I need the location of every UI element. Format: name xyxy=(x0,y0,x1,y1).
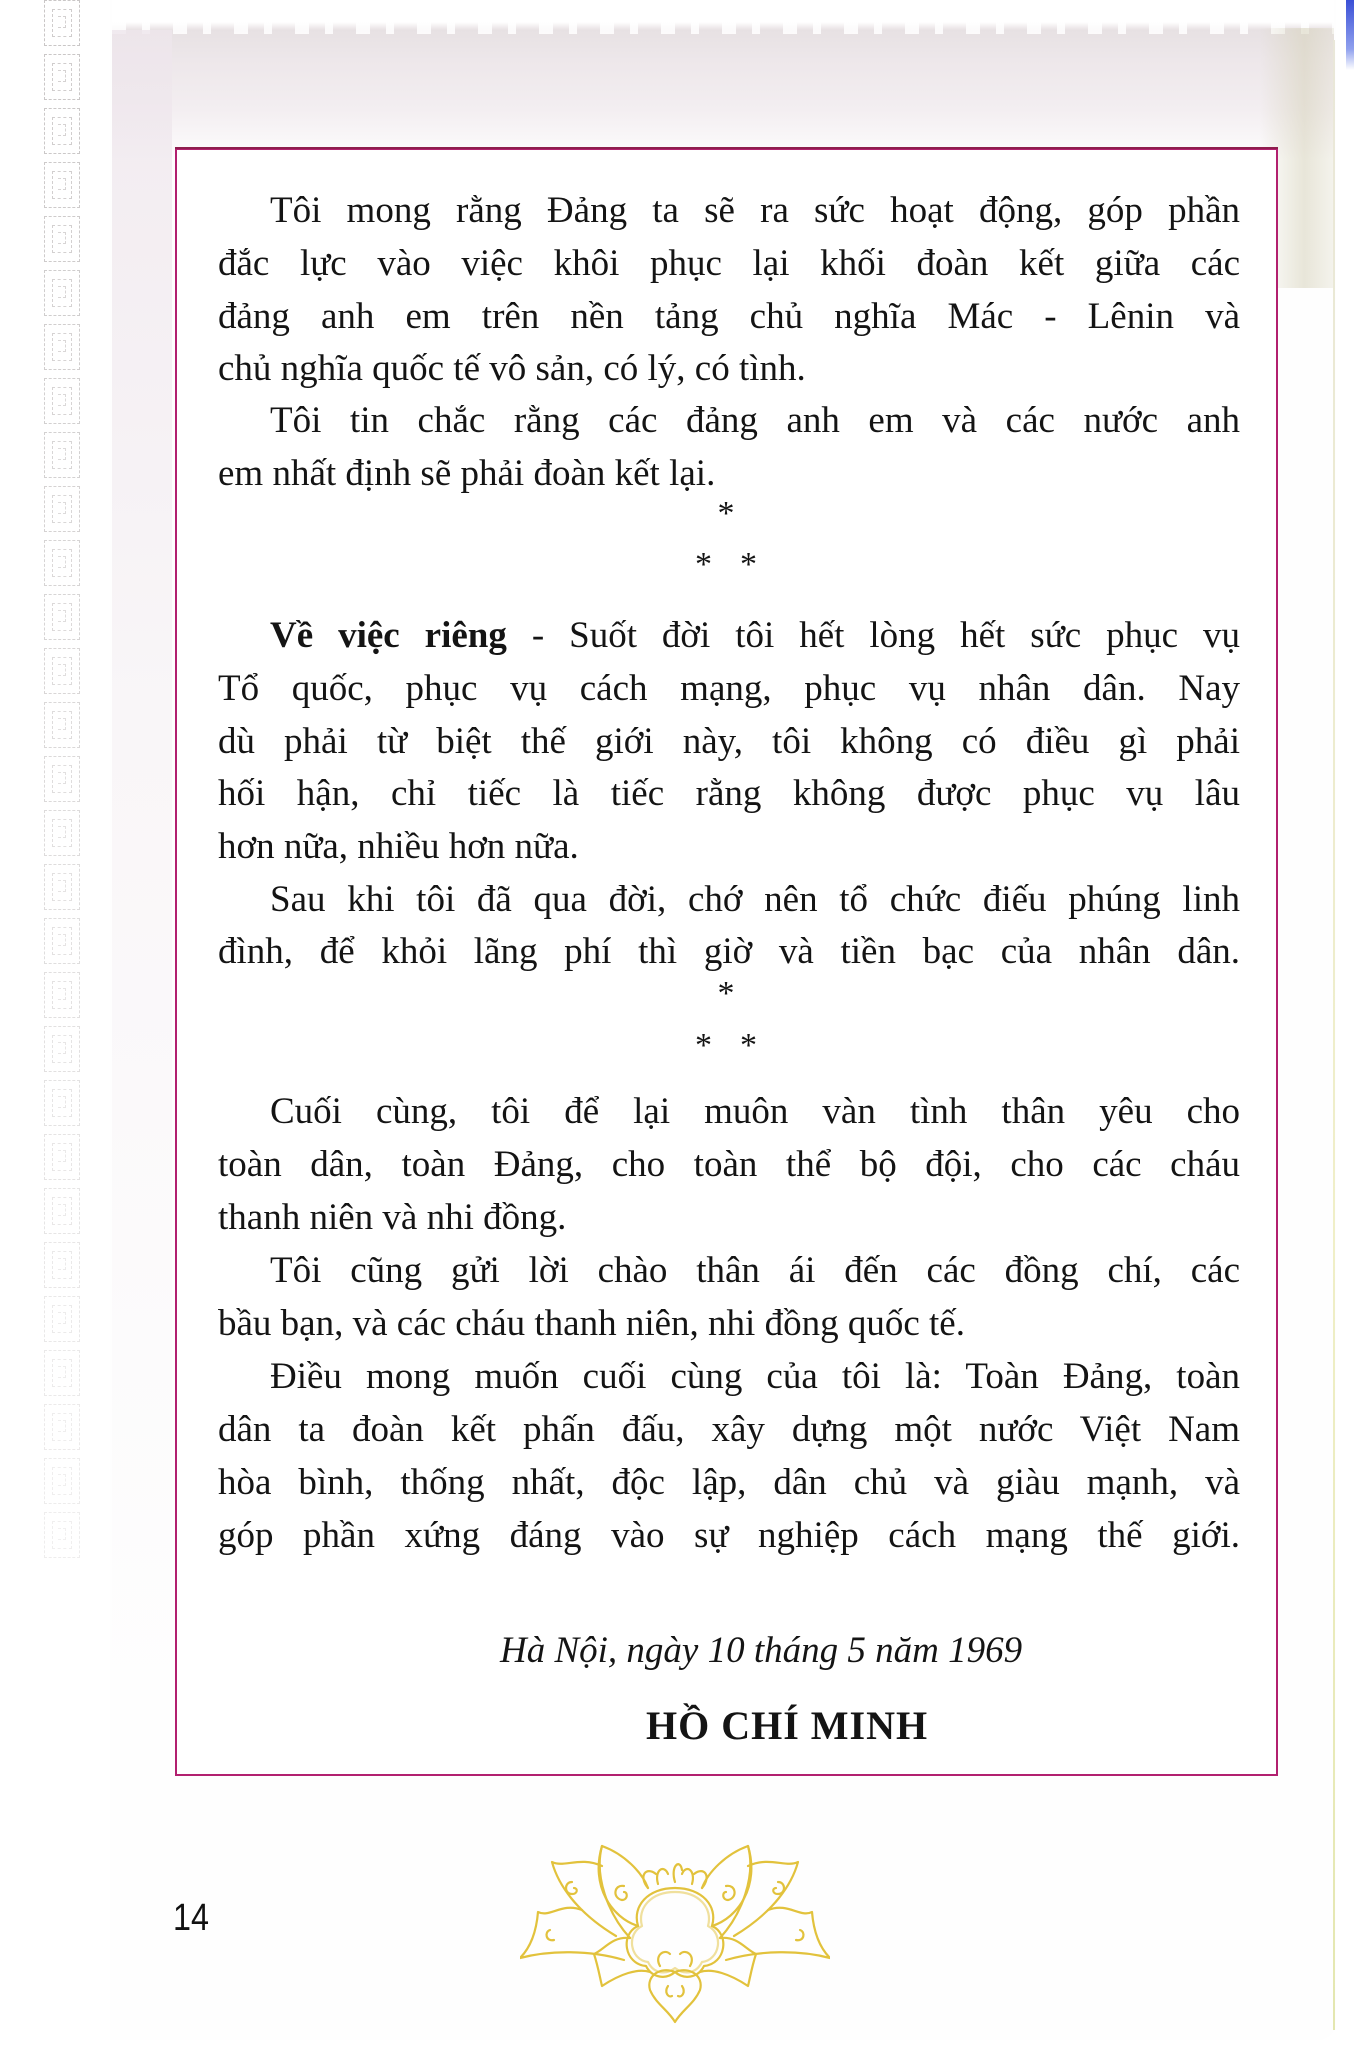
text-frame-top-edge xyxy=(175,147,1278,149)
torn-page-edge xyxy=(112,18,1334,34)
meander-motif xyxy=(44,1512,80,1558)
meander-motif xyxy=(44,1242,80,1288)
aged-paper-stain-left xyxy=(112,30,172,1730)
meander-motif xyxy=(44,918,80,964)
meander-motif xyxy=(44,1134,80,1180)
meander-motif xyxy=(44,810,80,856)
heading-continuation: - Suốt đời tôi hết lòng hết sức phục vụ xyxy=(506,615,1240,656)
meander-motif xyxy=(44,864,80,910)
meander-motif xyxy=(44,594,80,640)
lotus-ornament-icon xyxy=(520,1826,830,2026)
meander-motif xyxy=(44,1350,80,1396)
paragraph-line: thanh niên và nhi đồng. xyxy=(218,1197,567,1238)
meander-motif xyxy=(44,1026,80,1072)
meander-motif xyxy=(44,270,80,316)
section-separator-bottom-stars xyxy=(176,545,1276,585)
section-heading: Về việc riêng xyxy=(270,615,507,656)
paragraph-line: em nhất định sẽ phải đoàn kết lại. xyxy=(218,453,716,494)
meander-motif xyxy=(44,486,80,532)
meander-motif xyxy=(44,432,80,478)
meander-motif xyxy=(44,648,80,694)
meander-motif xyxy=(44,54,80,100)
paragraph-line: hối hận, chỉ tiếc là tiếc rằng không được phục vụ lâu xyxy=(218,773,1240,814)
meander-motif xyxy=(44,378,80,424)
meander-motif xyxy=(44,0,80,46)
meander-motif xyxy=(44,702,80,748)
paragraph-line: dân ta đoàn kết phấn đấu, xây dựng một nước Việt Nam xyxy=(218,1409,1240,1450)
paragraph-line: chủ nghĩa quốc tế vô sản, có lý, có tình. xyxy=(218,348,806,389)
asterisk: * xyxy=(740,546,757,583)
paragraph-line: Tổ quốc, phục vụ cách mạng, phục vụ nhân dân. Nay xyxy=(218,668,1240,709)
paragraph-line-heading xyxy=(270,609,1240,662)
paragraph-line: Điều mong muốn cuối cùng của tôi là: Toàn Đảng, toàn xyxy=(270,1356,1240,1397)
asterisk: * xyxy=(695,1027,712,1064)
paragraph-line: Sau khi tôi đã qua đời, chớ nên tổ chức điếu phúng linh xyxy=(270,879,1240,920)
page-edge xyxy=(1333,40,1335,2030)
paragraph-line: hòa bình, thống nhất, độc lập, dân chủ và giàu mạnh, và xyxy=(218,1462,1240,1503)
asterisk: * xyxy=(740,1027,757,1064)
meander-motif xyxy=(44,1404,80,1450)
meander-border-ornament xyxy=(44,0,84,1560)
paragraph-line: Tôi cũng gửi lời chào thân ái đến các đồng chí, các xyxy=(270,1250,1240,1291)
meander-motif xyxy=(44,756,80,802)
section-separator-bottom-stars xyxy=(176,1026,1276,1066)
meander-motif xyxy=(44,972,80,1018)
paragraph-line: dù phải từ biệt thế giới này, tôi không có điều gì phải xyxy=(218,721,1240,762)
meander-motif xyxy=(44,540,80,586)
meander-motif xyxy=(44,1296,80,1342)
meander-motif xyxy=(44,1080,80,1126)
section-separator-top-star xyxy=(176,494,1276,534)
paragraph-line: bầu bạn, và các cháu thanh niên, nhi đồng quốc tế. xyxy=(218,1303,965,1344)
paragraph-line: Cuối cùng, tôi để lại muôn vàn tình thân yêu cho xyxy=(270,1091,1240,1132)
section-separator-top-star xyxy=(176,974,1276,1014)
paragraph-line: đắc lực vào việc khôi phục lại khối đoàn kết giữa các xyxy=(218,243,1240,284)
meander-motif xyxy=(44,1188,80,1234)
paragraph-line: đình, để khỏi lãng phí thì giờ và tiền bạc của nhân dân. xyxy=(218,931,1240,972)
signature-name: HỒ CHÍ MINH xyxy=(646,1703,929,1748)
meander-motif xyxy=(44,108,80,154)
paragraph-line: toàn dân, toàn Đảng, cho toàn thể bộ đội, cho các cháu xyxy=(218,1144,1240,1185)
meander-motif xyxy=(44,216,80,262)
paragraph-line: Tôi tin chắc rằng các đảng anh em và các nước anh xyxy=(270,400,1240,441)
meander-motif xyxy=(44,162,80,208)
paragraph-line: góp phần xứng đáng vào sự nghiệp cách mạng thế giới. xyxy=(218,1515,1240,1556)
paragraph-line: Tôi mong rằng Đảng ta sẽ ra sức hoạt động, góp phần xyxy=(270,190,1240,231)
asterisk: * xyxy=(717,975,735,1012)
asterisk: * xyxy=(717,495,735,532)
page-number: 14 xyxy=(173,1897,209,1939)
paragraph-line: đảng anh em trên nền tảng chủ nghĩa Mác - Lênin và xyxy=(218,296,1240,337)
meander-motif xyxy=(44,324,80,370)
place-and-date: Hà Nội, ngày 10 tháng 5 năm 1969 xyxy=(500,1630,1023,1671)
background-blue-strip xyxy=(1346,0,1354,70)
asterisk: * xyxy=(695,546,712,583)
meander-motif xyxy=(44,1458,80,1504)
paragraph-line: hơn nữa, nhiều hơn nữa. xyxy=(218,826,579,867)
